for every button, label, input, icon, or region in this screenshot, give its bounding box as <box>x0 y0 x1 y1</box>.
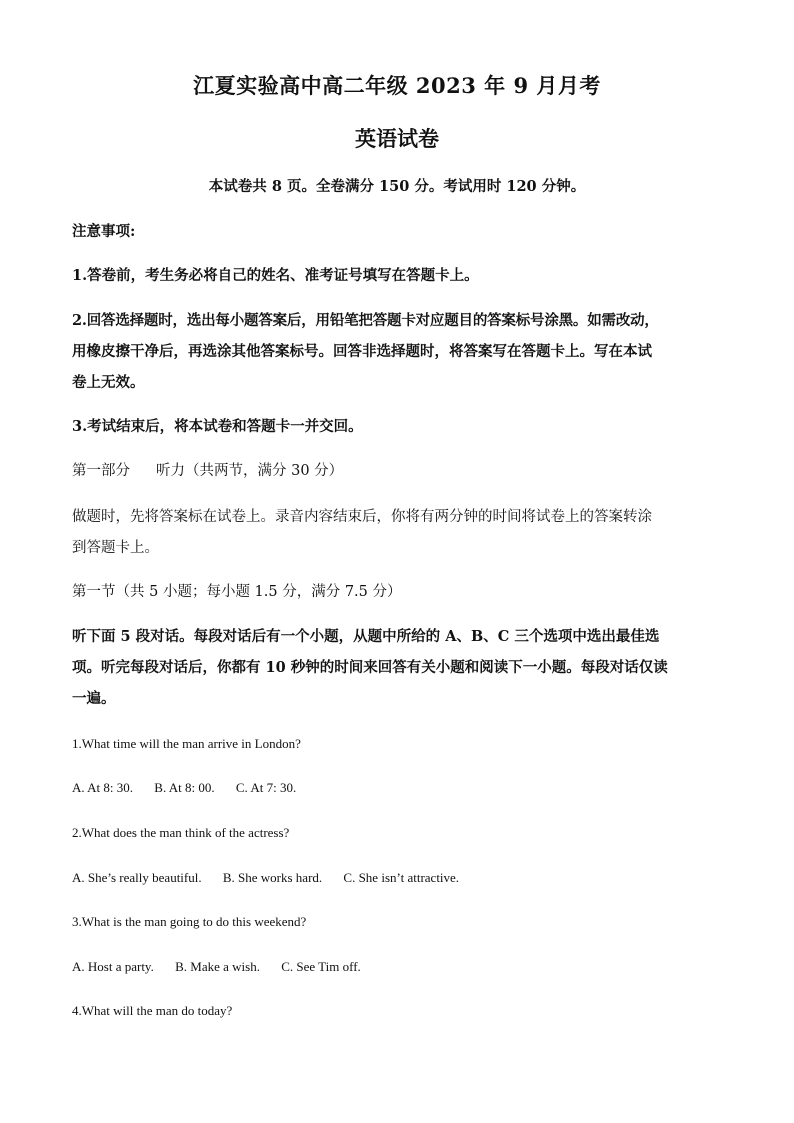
part1-instr-line-1: 做题时，先将答案标在试卷上。录音内容结束后，你将有两分钟的时间将试卷上的答案转涂 <box>72 509 652 525</box>
page-title: 江夏实验高中高二年级 2023 年 9 月月考 <box>193 73 601 98</box>
question-3-stem: 3.What is the man going to do this weekend? <box>72 914 307 929</box>
notice-heading: 注意事项: <box>72 223 136 240</box>
question-1-option-b[interactable]: B. At 8: 00. <box>154 780 215 795</box>
section1-heading: 第一节（共 5 小题；每小题 1.5 分，满分 7.5 分） <box>72 584 402 600</box>
question-3-option-b[interactable]: B. Make a wish. <box>175 959 260 974</box>
notice-item-3: 3.考试结束后，将本试卷和答题卡一并交回。 <box>72 418 363 435</box>
notice-item-2-line-3: 卷上无效。 <box>72 374 145 391</box>
question-3-option-a[interactable]: A. Host a party. <box>72 959 154 974</box>
question-2-option-a[interactable]: A. She’s really beautiful. <box>72 870 202 885</box>
section1-instr-line-2: 项。听完每段对话后，你都有 10 秒钟的时间来回答有关小题和阅读下一小题。每段对话仅读 <box>72 659 668 676</box>
part1-instr-line-2: 到答题卡上。 <box>72 540 159 556</box>
question-3-options <box>72 957 732 977</box>
question-1-options <box>72 778 732 798</box>
section1-instr-line-1: 听下面 5 段对话。每段对话后有一个小题，从题中所给的 A、B、C 三个选项中选出最佳选 <box>72 628 660 645</box>
question-2-option-b[interactable]: B. She works hard. <box>222 870 323 885</box>
question-2-option-c[interactable]: C. She isn’t attractive. <box>343 870 460 885</box>
question-3-option-c[interactable]: C. See Tim off. <box>281 959 361 974</box>
question-1-option-c[interactable]: C. At 7: 30. <box>235 780 297 795</box>
question-1-option-a[interactable]: A. At 8: 30. <box>72 780 134 795</box>
page-subtitle: 英语试卷 <box>355 126 439 151</box>
part1-heading-right: 听力（共两节，满分 30 分） <box>156 463 344 479</box>
notice-item-2-line-2: 用橡皮擦干净后，再选涂其他答案标号。回答非选择题时，将答案写在答题卡上。写在本试 <box>72 343 652 360</box>
notice-item-1: 1.答卷前，考生务必将自己的姓名、准考证号填写在答题卡上。 <box>72 267 479 284</box>
part1-heading-left: 第一部分 <box>72 463 130 479</box>
notice-item-2-line-1: 2.回答选择题时，选出每小题答案后，用铅笔把答题卡对应题目的答案标号涂黑。如需改动， <box>72 312 659 329</box>
exam-info: 本试卷共 8 页。全卷满分 150 分。考试用时 120 分钟。 <box>208 178 586 195</box>
section1-instr-line-3: 一遍。 <box>72 690 116 707</box>
part1-heading <box>72 456 732 486</box>
question-1-stem: 1.What time will the man arrive in London? <box>72 736 301 751</box>
question-2-options <box>72 868 732 888</box>
question-2-stem: 2.What does the man think of the actress? <box>72 825 290 840</box>
question-4-stem: 4.What will the man do today? <box>72 1003 233 1018</box>
